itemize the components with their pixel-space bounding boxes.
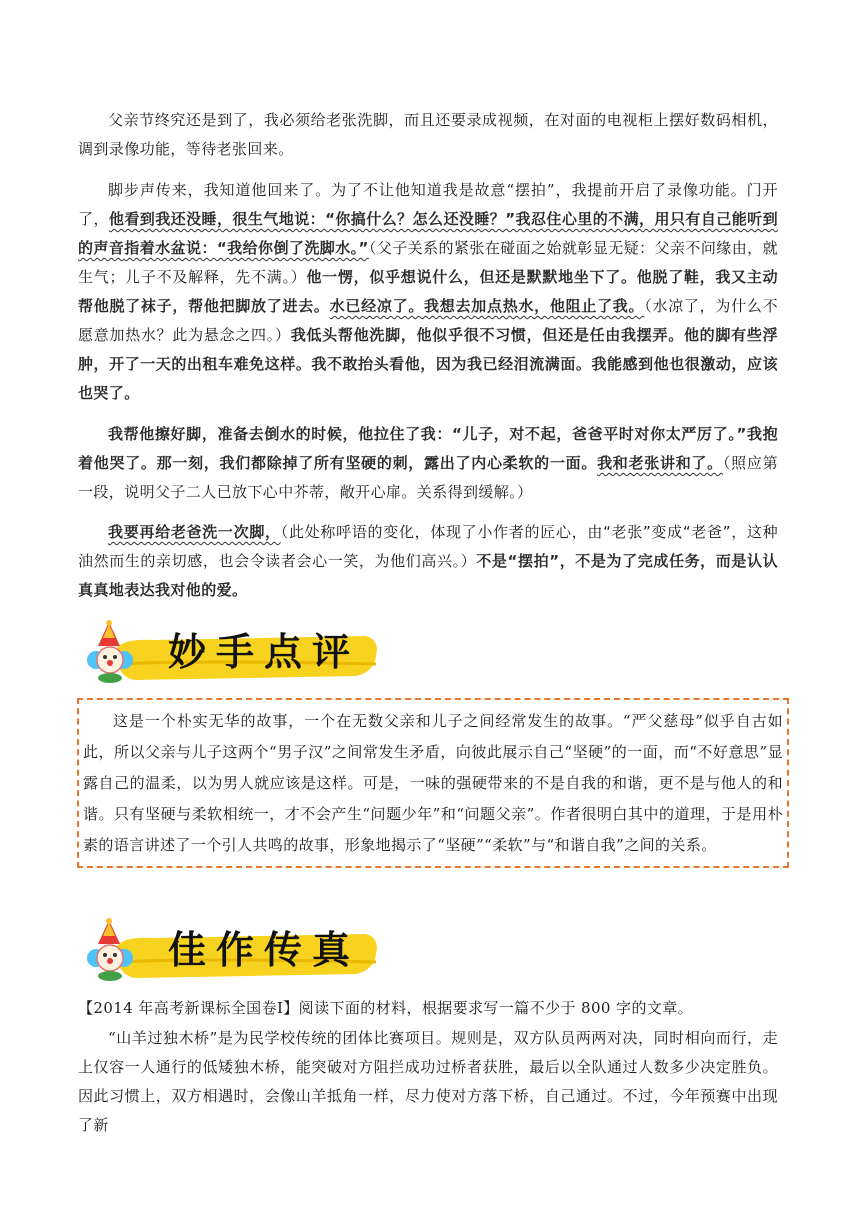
commentary-text: 这是一个朴实无华的故事，一个在无数父亲和儿子之间经常发生的故事。“严父慈母”似乎自古如此，所以父亲与儿子这两个“男子汉”之间常发生矛盾，向彼此展示自己“坚硬”的一面，而“不好意思”显露自己的温柔，以为男人就应该是这样。可是，一味的强硬带来的不是自我的和谐，更不是与他人的和谐。只有坚硬与柔软相统一，才不会产生“问题少年”和“问题父亲”。作者很明白其中的道理，于是用朴素的语言讲述了一个引人共鸣的故事，形象地揭示了“坚硬”“柔软”与“和谐自我”之间的关系。 xyxy=(83,712,783,854)
para2-handwritten-h: 我低头帮他洗脚，他似乎很不习惯，但还是任由我摆弄。他的脚有些浮肿，开了一天的出租车难免这样。我不敢抬头看他，因为我已经泪流满面。我能感到他也很激动，应该也哭了。 xyxy=(78,326,778,402)
essay-paragraph-2 xyxy=(78,176,778,408)
para2-annotation-g: （水凉了，为什么不愿意加热水？此为悬念之四。） xyxy=(78,297,778,344)
para3-handwritten-a: 我帮他擦好脚，准备去倒水的时候，他拉住了我：“儿子，对不起，爸爸平时对你太严厉了。”我抱着他哭了。那一刻，我们都除掉了所有坚硬的刺，露出了内心柔软的一面。 xyxy=(78,425,778,472)
para2-text-a: 脚步声传来，我知道他回来了。为了不让他知道我是故意“摆拍”，我提前开启了录像功能。门开了， xyxy=(78,181,778,228)
banner-commentary-title: 妙手点评 xyxy=(168,630,361,674)
exam-prompt-heading xyxy=(78,994,778,1023)
banner-sample-essay-title: 佳作传真 xyxy=(168,928,361,972)
para4-annotation-b: （此处称呼语的变化，体现了小作者的匠心，由“老张”变成“老爸”，这种油然而生的亲切感，也会令读者会心一笑，为他们高兴。） xyxy=(78,523,779,570)
exam-material xyxy=(78,1024,778,1140)
banner-commentary xyxy=(76,620,382,684)
para2-handwritten-f: 水已经凉了。我想去加点热水，他阻止了我。 xyxy=(329,297,645,315)
exam-source: 【2014 年高考新课标全国卷Ⅰ】 xyxy=(78,999,299,1017)
para2-handwritten-e: 他一愣，似乎想说什么，但还是默默地坐下了。他脱了鞋，我又主动帮他脱了袜子，帮他把脚放了进去。 xyxy=(78,268,778,315)
banner-sample-essay xyxy=(76,918,382,982)
exam-instruction: 阅读下面的材料，根据要求写一篇不少于 800 字的文章。 xyxy=(298,999,694,1017)
para4-handwritten-c: 不是“摆拍”，不是为了完成任务，而是认认真真地表达我对他的爱。 xyxy=(78,552,779,599)
essay-paragraph-1-text: 父亲节终究还是到了，我必须给老张洗脚，而且还要录成视频，在对面的电视柜上摆好数码相机，调到录像功能，等待老张回来。 xyxy=(78,111,778,158)
para2-handwritten-b: 他看到我还没睡，很生气地说：“你搞什么？怎么还没睡？”我忍住心里的不满，用只有自己能听到的声音 xyxy=(78,210,778,257)
para4-handwritten-a: 我要再给老爸洗一次脚， xyxy=(108,523,281,541)
para2-annotation-d: （父子关系的紧张在碰面之始就彰显无疑：父亲不问缘由，就生气；儿子不及解释，先不满。） xyxy=(78,239,778,286)
commentary-box xyxy=(77,698,789,868)
essay-paragraph-3 xyxy=(78,420,778,507)
essay-paragraph-1 xyxy=(78,106,778,164)
exam-material-text: “山羊过独木桥”是为民学校传统的团体比赛项目。规则是，双方队员两两对决，同时相向而行，走上仅容一人通行的低矮独木桥，能突破对方阻拦成功过桥者获胜，最后以全队通过人数多少决定胜负。因此习惯上，双方相遇时，会像山羊抵角一样，尽力使对方落下桥，自己通过。不过，今年预赛中出现了新 xyxy=(78,1029,778,1134)
para2-handwritten-c: 指着水盆说：“我给你倒了洗脚水。” xyxy=(124,239,369,257)
para3-handwritten-b: 我和老张讲和了。 xyxy=(597,454,723,472)
para3-annotation-c: （照应第一段，说明父子二人已放下心中芥蒂，敞开心扉。关系得到缓解。） xyxy=(78,454,778,501)
essay-paragraph-4 xyxy=(78,518,778,605)
